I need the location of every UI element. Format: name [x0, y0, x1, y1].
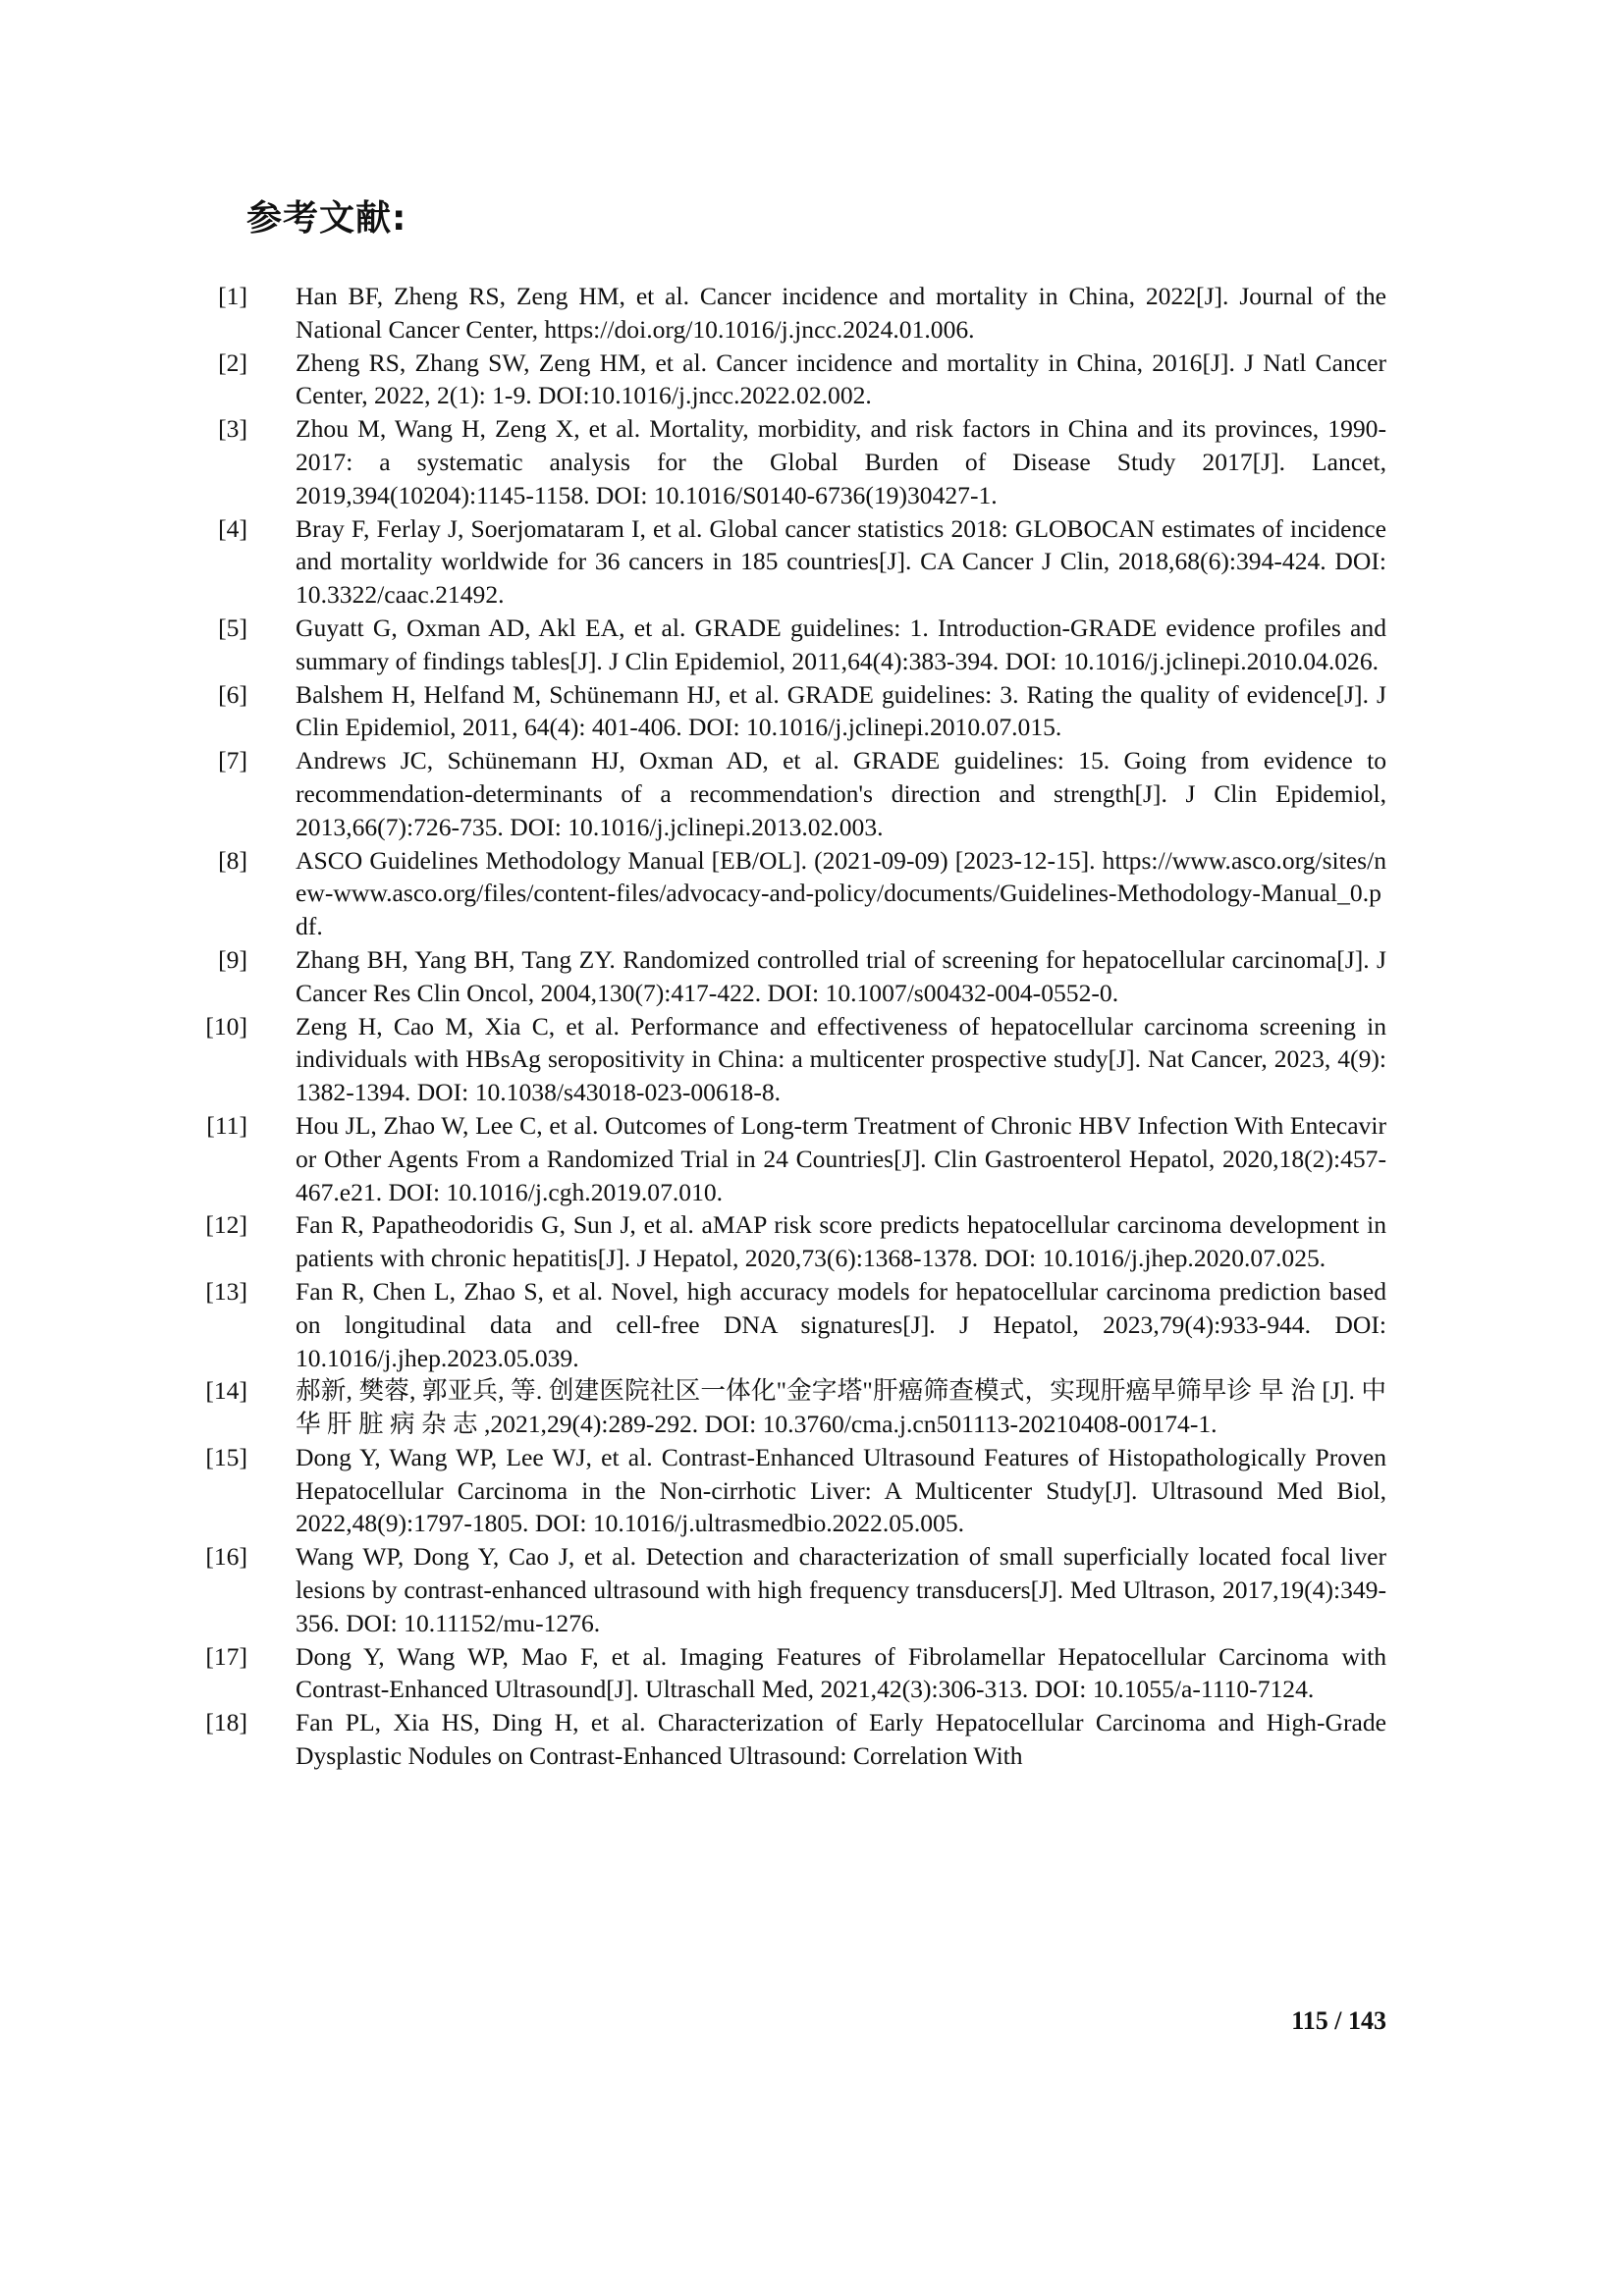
reference-item: [196, 1275, 1386, 1374]
reference-text: Balshem H, Helfand M, Schünemann HJ, et al. GRADE guidelines: 3. Rating the quality of evidence[J]. J Clin Epidemiol, 2011, 64(4): 401-406. DOI: 10.1016/j.jclinepi.2010.07.015.: [296, 679, 1386, 742]
reference-item: [196, 1208, 1386, 1275]
reference-number: [18]: [205, 1708, 247, 1737]
reference-text: Dong Y, Wang WP, Lee WJ, et al. Contrast-Enhanced Ultrasound Features of Histopathologically Proven Hepatocellular Carcinoma in the Non-cirrhotic Liver: A Multicenter Study[J]. Ultrasound Med Biol, 2022,48(9):1797-1805. DOI: 10.1016/j.ultrasmedbio.2022.05.005.: [296, 1442, 1386, 1538]
reference-item: [196, 844, 1386, 943]
reference-number: [3]: [218, 414, 247, 444]
reference-text: Bray F, Ferlay J, Soerjomataram I, et al. Global cancer statistics 2018: GLOBOCAN estimates of incidence and mortality worldwide for 36 cancers in 185 countries[J]. CA Cancer J Clin, 2018,68(6):394-424. DOI: 10.3322/caac.21492.: [296, 513, 1386, 610]
reference-number: [17]: [205, 1641, 247, 1671]
reference-item: [196, 347, 1386, 413]
reference-text: 郝新, 樊蓉, 郭亚兵, 等. 创建医院社区一体化"金字塔"肝癌筛查模式，实现肝癌早筛早诊 早 治 [J]. 中 华 肝 脏 病 杂 志 ,2021,29(4):289-292. DOI: 10.3760/cma.j.cn501113-20210408-00174-1.: [296, 1376, 1386, 1439]
reference-item: [196, 612, 1386, 678]
reference-text: ASCO Guidelines Methodology Manual [EB/OL]. (2021-09-09) [2023-12-15]. https://www.asco.org/sites/new-www.asco.org/files/content-files/advocacy-and-policy/documents/Guidelines-Methodology-Manual_0.pdf.: [296, 845, 1386, 941]
reference-text: Hou JL, Zhao W, Lee C, et al. Outcomes of Long-term Treatment of Chronic HBV Infection With Entecavir or Other Agents From a Randomized Trial in 24 Countries[J]. Clin Gastroenterol Hepatol, 2020,18(2):457-467.e21. DOI: 10.1016/j.cgh.2019.07.010.: [296, 1110, 1386, 1206]
reference-text: Dong Y, Wang WP, Mao F, et al. Imaging Features of Fibrolamellar Hepatocellular Carcinoma with Contrast-Enhanced Ultrasound[J]. Ultraschall Med, 2021,42(3):306-313. DOI: 10.1055/a-1110-7124.: [296, 1641, 1386, 1704]
reference-text: Fan R, Chen L, Zhao S, et al. Novel, high accuracy models for hepatocellular carcinoma prediction based on longitudinal data and cell-free DNA signatures[J]. J Hepatol, 2023,79(4):933-944. DOI: 10.1016/j.jhep.2023.05.039.: [296, 1276, 1386, 1372]
reference-number: [16]: [205, 1542, 247, 1572]
reference-item: [196, 1706, 1386, 1773]
reference-item: [196, 744, 1386, 843]
reference-number: [15]: [205, 1442, 247, 1471]
reference-text: Han BF, Zheng RS, Zeng HM, et al. Cancer incidence and mortality in China, 2022[J]. Journal of the National Cancer Center, https://doi.org/10.1016/j.jncc.2024.01.006.: [296, 282, 1386, 344]
reference-number: [6]: [218, 679, 247, 709]
reference-text: Wang WP, Dong Y, Cao J, et al. Detection and characterization of small superficially located focal liver lesions by contrast-enhanced ultrasound with high frequency transducers[J]. Med Ultrason, 2017,19(4):349-356. DOI: 10.11152/mu-1276.: [296, 1542, 1386, 1637]
reference-list: [196, 280, 1386, 1773]
reference-item: [196, 678, 1386, 745]
reference-number: [10]: [205, 1011, 247, 1041]
reference-item: [196, 1374, 1386, 1441]
reference-item: [196, 280, 1386, 347]
reference-number: [2]: [218, 347, 247, 377]
reference-number: [14]: [205, 1376, 247, 1406]
reference-text: Zeng H, Cao M, Xia C, et al. Performance and effectiveness of hepatocellular carcinoma screening in individuals with HBsAg seropositivity in China: a multicenter prospective study[J]. Nat Cancer, 2023, 4(9): 1382-1394. DOI: 10.1038/s43018-023-00618-8.: [296, 1011, 1386, 1107]
reference-number: [12]: [205, 1210, 247, 1240]
reference-number: [4]: [218, 513, 247, 543]
reference-number: [1]: [218, 282, 247, 310]
reference-text: Zhou M, Wang H, Zeng X, et al. Mortality, morbidity, and risk factors in China and its provinces, 1990-2017: a systematic analysis for the Global Burden of Disease Study 2017[J]. Lancet, 2019,394(10204):1145-1158. DOI: 10.1016/S0140-6736(19)30427-1.: [296, 414, 1386, 509]
reference-item: [196, 412, 1386, 511]
reference-text: Zheng RS, Zhang SW, Zeng HM, et al. Cancer incidence and mortality in China, 2016[J]. J Natl Cancer Center, 2022, 2(1): 1-9. DOI:10.1016/j.jncc.2022.02.002.: [296, 347, 1386, 410]
reference-item: [196, 1441, 1386, 1540]
reference-item: [196, 1540, 1386, 1639]
reference-item: [196, 1010, 1386, 1109]
reference-item: [196, 943, 1386, 1010]
references-heading: 参考文献:: [246, 198, 407, 239]
reference-number: [8]: [218, 845, 247, 875]
reference-number: [5]: [218, 613, 247, 642]
page-number: 115 / 143: [1291, 2006, 1386, 2035]
reference-number: [7]: [218, 746, 247, 775]
reference-text: Guyatt G, Oxman AD, Akl EA, et al. GRADE guidelines: 1. Introduction-GRADE evidence profiles and summary of findings tables[J]. J Clin Epidemiol, 2011,64(4):383-394. DOI: 10.1016/j.jclinepi.2010.04.026.: [296, 613, 1386, 675]
reference-text: Fan R, Papatheodoridis G, Sun J, et al. aMAP risk score predicts hepatocellular carcinoma development in patients with chronic hepatitis[J]. J Hepatol, 2020,73(6):1368-1378. DOI: 10.1016/j.jhep.2020.07.025.: [296, 1210, 1386, 1273]
reference-text: Zhang BH, Yang BH, Tang ZY. Randomized controlled trial of screening for hepatocellular carcinoma[J]. J Cancer Res Clin Oncol, 2004,130(7):417-422. DOI: 10.1007/s00432-004-0552-0.: [296, 944, 1386, 1007]
reference-item: [196, 1640, 1386, 1707]
reference-item: [196, 1109, 1386, 1208]
reference-item: [196, 512, 1386, 612]
reference-number: [11]: [206, 1110, 247, 1140]
reference-text: Fan PL, Xia HS, Ding H, et al. Characterization of Early Hepatocellular Carcinoma and High-Grade Dysplastic Nodules on Contrast-Enhanced Ultrasound: Correlation With: [296, 1708, 1386, 1771]
reference-number: [13]: [205, 1276, 247, 1306]
reference-text: Andrews JC, Schünemann HJ, Oxman AD, et al. GRADE guidelines: 15. Going from evidence to recommendation-determinants of a recommendation's direction and strength[J]. J Clin Epidemiol, 2013,66(7):726-735. DOI: 10.1016/j.jclinepi.2013.02.003.: [296, 746, 1386, 841]
reference-number: [9]: [218, 944, 247, 974]
